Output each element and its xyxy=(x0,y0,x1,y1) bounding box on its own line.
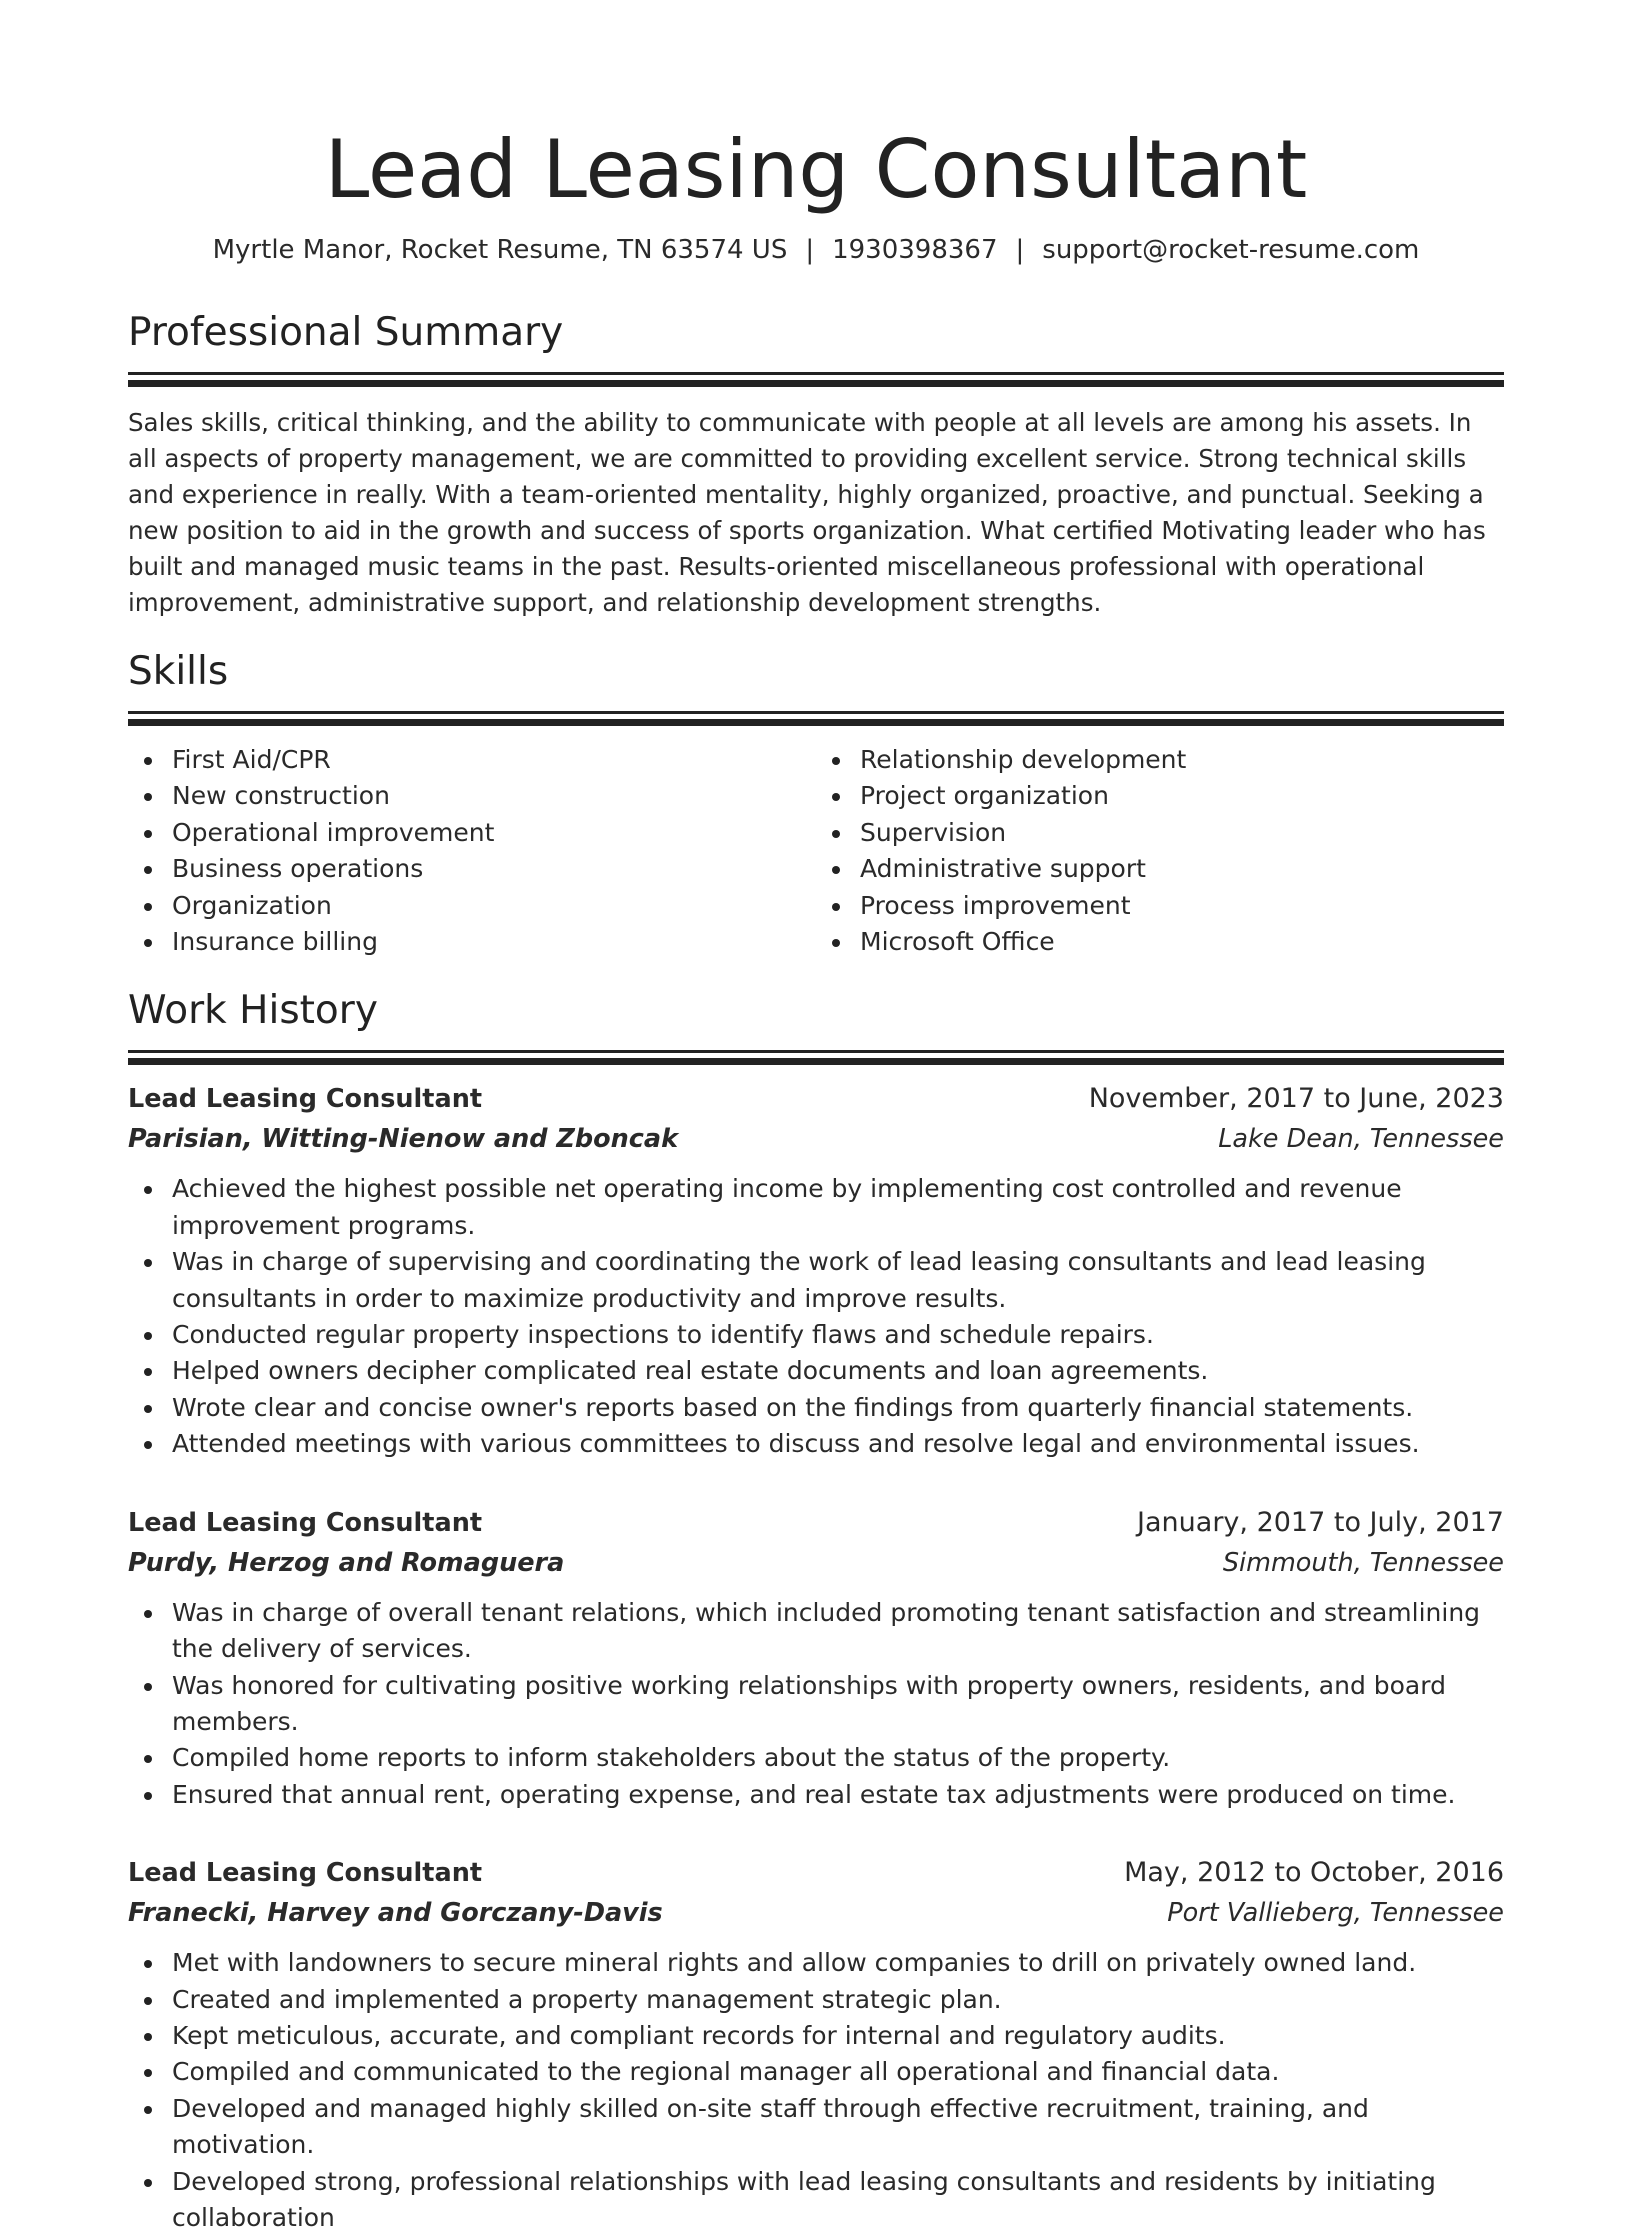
skill-item: Business operations xyxy=(172,851,816,887)
skills-section xyxy=(128,647,1504,960)
duty-item: Developed and managed highly skilled on-site staff through effective recruitment, training, and motivation. xyxy=(172,2091,1504,2164)
job-duties xyxy=(128,1171,1504,1462)
skill-item: Supervision xyxy=(860,815,1504,851)
work-history-section xyxy=(128,986,1504,2236)
contact-phone: 1930398367 xyxy=(832,235,998,265)
duty-item: Compiled and communicated to the regional manager all operational and financial data. xyxy=(172,2054,1504,2090)
job-dates: May, 2012 to October, 2016 xyxy=(1124,1857,1504,1889)
skill-item: Relationship development xyxy=(860,742,1504,778)
section-title: Professional Summary xyxy=(128,310,564,355)
duty-item: Was honored for cultivating positive working relationships with property owners, residents, and board members. xyxy=(172,1668,1504,1741)
job-company-row xyxy=(128,1543,1504,1583)
duty-item: Developed strong, professional relationships with lead leasing consultants and residents by initiating collaboration xyxy=(172,2164,1504,2236)
job-location: Port Vallieberg, Tennessee xyxy=(1167,1898,1504,1929)
skill-item: Project organization xyxy=(860,778,1504,814)
section-divider xyxy=(128,711,1504,714)
job-company-row xyxy=(128,1893,1504,1933)
contact-email: support@rocket-resume.com xyxy=(1042,235,1420,265)
skills-column-left xyxy=(128,742,816,960)
section-divider xyxy=(128,372,1504,375)
job-entry xyxy=(128,1853,1504,2236)
duty-item: Attended meetings with various committees to discuss and resolve legal and environmental issues. xyxy=(172,1426,1504,1462)
job-entry xyxy=(128,1503,1504,1813)
duty-item: Created and implemented a property management strategic plan. xyxy=(172,1982,1504,2018)
skill-item: Insurance billing xyxy=(172,924,816,960)
skill-item: Operational improvement xyxy=(172,815,816,851)
contact-separator: | xyxy=(1015,235,1025,265)
skill-item: Microsoft Office xyxy=(860,924,1504,960)
job-header-row xyxy=(128,1079,1504,1119)
duty-item: Was in charge of supervising and coordinating the work of lead leasing consultants and lead leasing consultants in order to maximize productivity and improve results. xyxy=(172,1244,1504,1317)
job-dates: November, 2017 to June, 2023 xyxy=(1088,1083,1504,1115)
duty-item: Wrote clear and concise owner's reports based on the findings from quarterly financial statements. xyxy=(172,1390,1504,1426)
contact-line xyxy=(128,232,1504,268)
contact-address: Myrtle Manor, Rocket Resume, TN 63574 US xyxy=(212,235,788,265)
job-company: Purdy, Herzog and Romaguera xyxy=(128,1547,565,1578)
job-location: Lake Dean, Tennessee xyxy=(1218,1124,1504,1155)
duty-item: Kept meticulous, accurate, and compliant records for internal and regulatory audits. xyxy=(172,2018,1504,2054)
duty-item: Achieved the highest possible net operating income by implementing cost controlled and revenue improvement programs. xyxy=(172,1171,1504,1244)
skill-item: First Aid/CPR xyxy=(172,742,816,778)
duty-item: Compiled home reports to inform stakeholders about the status of the property. xyxy=(172,1740,1504,1776)
job-duties xyxy=(128,1945,1504,2236)
job-header-row xyxy=(128,1503,1504,1543)
resume-name: Lead Leasing Consultant xyxy=(324,123,1308,216)
duty-item: Conducted regular property inspections to identify flaws and schedule repairs. xyxy=(172,1317,1504,1353)
job-company-row xyxy=(128,1119,1504,1159)
job-company: Parisian, Witting-Nienow and Zboncak xyxy=(128,1124,679,1155)
job-dates: January, 2017 to July, 2017 xyxy=(1137,1506,1504,1538)
skill-item: Organization xyxy=(172,888,816,924)
duty-item: Was in charge of overall tenant relations, which included promoting tenant satisfaction and streamlining the delivery of services. xyxy=(172,1595,1504,1668)
section-title: Work History xyxy=(128,988,378,1034)
contact-separator: | xyxy=(805,235,815,265)
section-divider xyxy=(128,1050,1504,1053)
skills-column-right xyxy=(816,742,1504,960)
job-title: Lead Leasing Consultant xyxy=(128,1084,483,1115)
skill-item: Process improvement xyxy=(860,888,1504,924)
resume-page xyxy=(128,0,1504,2236)
job-entry xyxy=(128,1079,1504,1462)
job-title: Lead Leasing Consultant xyxy=(128,1858,483,1889)
job-title: Lead Leasing Consultant xyxy=(128,1507,483,1538)
duty-item: Helped owners decipher complicated real estate documents and loan agreements. xyxy=(172,1353,1504,1389)
job-header-row xyxy=(128,1853,1504,1893)
job-company: Franecki, Harvey and Gorczany-Davis xyxy=(128,1898,663,1929)
job-duties xyxy=(128,1595,1504,1813)
summary-text: Sales skills, critical thinking, and the ability to communicate with people at all levels are among his assets. In all aspects of property management, we are committed to providing excellent service. Strong technical skills and experience in really. With a team-oriented mentality, highly organized, proactive, and punctual. Seeking a new position to aid in the growth and success of sports organization. What certified Motivating leader who has built and managed music teams in the past. Results-oriented miscellaneous professional with operational improvement, administrative support, and relationship development strengths. xyxy=(128,408,1486,617)
section-title: Skills xyxy=(128,649,229,694)
duty-item: Ensured that annual rent, operating expense, and real estate tax adjustments were produced on time. xyxy=(172,1777,1504,1813)
skill-item: Administrative support xyxy=(860,851,1504,887)
skill-item: New construction xyxy=(172,778,816,814)
skills-grid xyxy=(128,742,1504,960)
professional-summary-section xyxy=(128,308,1504,621)
duty-item: Met with landowners to secure mineral rights and allow companies to drill on privately owned land. xyxy=(172,1945,1504,1981)
job-location: Simmouth, Tennessee xyxy=(1222,1547,1504,1578)
